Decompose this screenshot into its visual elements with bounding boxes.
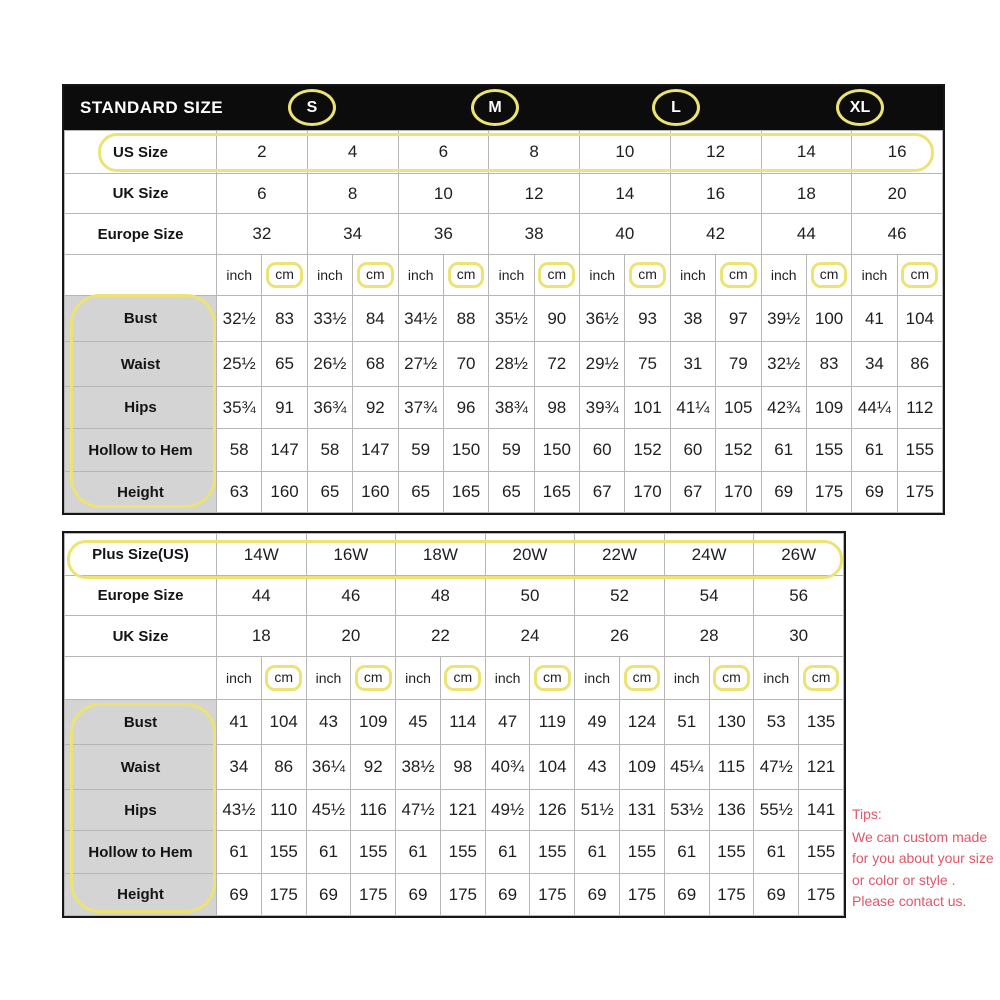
unit-cm-cell [534,255,579,296]
measure-value-cell: 119 [530,700,575,745]
measure-value-cell: 51 [664,700,709,745]
measure-value-cell: 150 [534,429,579,472]
measure-value-cell: 61 [761,429,806,472]
measure-value-cell: 40¾ [485,745,530,790]
cm-highlight-box: cm [448,262,485,287]
measure-value-cell: 114 [440,700,485,745]
unit-inch-cell: inch [852,255,897,296]
unit-cm-cell [261,657,306,700]
standard-size-header-bar [64,86,943,130]
size-badge-m [471,89,519,126]
size-value-cell: 2 [217,131,308,174]
measure-value-cell: 130 [709,700,754,745]
size-value-cell: 24 [485,616,575,657]
unit-cm-cell [443,255,488,296]
measure-value-cell: 69 [575,874,620,916]
measure-value-cell: 104 [530,745,575,790]
measure-value-cell: 31 [670,342,715,387]
measure-value-cell: 68 [353,342,398,387]
measure-value-cell: 61 [852,429,897,472]
size-value-cell: 46 [852,214,943,255]
measure-value-cell: 101 [625,387,670,429]
measure-value-cell: 34½ [398,296,443,342]
unit-cm-cell [625,255,670,296]
tips-line: Please contact us. [852,893,967,909]
row-label: UK Size [65,616,217,657]
measure-value-cell: 39¾ [580,387,625,429]
unit-cm-cell [440,657,485,700]
measure-value-cell: 160 [353,472,398,513]
measure-value-cell: 41 [852,296,897,342]
unit-inch-cell: inch [217,255,262,296]
measure-value-cell: 58 [217,429,262,472]
tips-line: for you about your size [852,850,994,866]
measure-value-cell: 141 [799,790,844,831]
measure-value-cell: 39½ [761,296,806,342]
row-label: UK Size [65,174,217,214]
size-badge-s [288,89,336,126]
measure-value-cell: 69 [664,874,709,916]
size-badge-xl-label: XL [849,98,871,116]
measure-value-cell: 175 [261,874,306,916]
measure-value-cell: 155 [806,429,851,472]
measure-value-cell: 47½ [754,745,799,790]
unit-row-label-empty [65,255,217,296]
measure-value-cell: 38¾ [489,387,534,429]
measure-value-cell: 110 [261,790,306,831]
measure-value-cell: 91 [262,387,307,429]
measure-value-cell: 36¾ [307,387,352,429]
measure-value-cell: 155 [709,831,754,874]
measure-value-cell: 33½ [307,296,352,342]
unit-cm-cell [353,255,398,296]
cm-highlight-box: cm [538,262,575,287]
measure-value-cell: 61 [754,831,799,874]
measure-value-cell: 43 [575,745,620,790]
measure-value-cell: 170 [625,472,670,513]
unit-cm-cell [716,255,761,296]
measure-value-cell: 152 [625,429,670,472]
measure-row-label: Waist [65,342,217,387]
measure-value-cell: 165 [443,472,488,513]
measure-value-cell: 93 [625,296,670,342]
measure-value-cell: 61 [664,831,709,874]
measure-value-cell: 98 [534,387,579,429]
size-badge-s-label: S [306,98,318,116]
measure-value-cell: 83 [262,296,307,342]
size-value-cell: 8 [489,131,580,174]
measure-value-cell: 83 [806,342,851,387]
cm-highlight-box: cm [534,665,571,690]
size-value-cell: 12 [670,131,761,174]
measure-value-cell: 79 [716,342,761,387]
measure-value-cell: 55½ [754,790,799,831]
measure-value-cell: 165 [534,472,579,513]
measure-row-label: Hollow to Hem [65,831,217,874]
row-label: US Size [65,131,217,174]
size-value-cell: 16 [852,131,943,174]
measure-value-cell: 65 [489,472,534,513]
measure-value-cell: 47½ [396,790,441,831]
measure-value-cell: 45 [396,700,441,745]
tips-title: Tips: [852,806,882,822]
measure-value-cell: 69 [485,874,530,916]
measure-value-cell: 155 [261,831,306,874]
size-value-cell: 20 [306,616,396,657]
measure-value-cell: 35½ [489,296,534,342]
tips-line: We can custom made [852,828,988,845]
measure-value-cell: 175 [897,472,942,513]
size-value-cell: 10 [580,131,671,174]
measure-value-cell: 155 [351,831,396,874]
size-value-cell: 32 [217,214,308,255]
size-value-cell: 16W [306,534,396,576]
measure-value-cell: 96 [443,387,488,429]
unit-inch-cell: inch [217,657,262,700]
measure-value-cell: 61 [396,831,441,874]
measure-value-cell: 109 [620,745,665,790]
measure-value-cell: 175 [799,874,844,916]
measure-value-cell: 41¼ [670,387,715,429]
measure-value-cell: 98 [440,745,485,790]
measure-value-cell: 69 [754,874,799,916]
standard-size-table [62,84,945,515]
measure-value-cell: 155 [530,831,575,874]
measure-value-cell: 104 [897,296,942,342]
measure-value-cell: 49½ [485,790,530,831]
measure-value-cell: 147 [262,429,307,472]
size-value-cell: 4 [307,131,398,174]
cm-highlight-box: cm [265,665,302,690]
size-value-cell: 6 [398,131,489,174]
size-value-cell: 22W [575,534,665,576]
cm-highlight-box: cm [901,262,938,287]
measure-value-cell: 124 [620,700,665,745]
size-value-cell: 16 [670,174,761,214]
measure-value-cell: 47 [485,700,530,745]
measure-row-label: Waist [65,745,217,790]
cm-highlight-box: cm [357,262,394,287]
measure-value-cell: 43½ [217,790,262,831]
measure-value-cell: 69 [761,472,806,513]
measure-value-cell: 84 [353,296,398,342]
measure-value-cell: 150 [443,429,488,472]
unit-cm-cell [709,657,754,700]
measure-row-label: Height [65,874,217,916]
unit-inch-cell: inch [754,657,799,700]
unit-row-label-empty [65,657,217,700]
measure-value-cell: 155 [799,831,844,874]
cm-highlight-box: cm [355,665,392,690]
unit-cm-cell [897,255,942,296]
measure-value-cell: 58 [307,429,352,472]
measure-value-cell: 72 [534,342,579,387]
measure-value-cell: 69 [306,874,351,916]
unit-inch-cell: inch [398,255,443,296]
measure-value-cell: 115 [709,745,754,790]
measure-value-cell: 43 [306,700,351,745]
measure-value-cell: 121 [799,745,844,790]
measure-value-cell: 109 [806,387,851,429]
measure-value-cell: 27½ [398,342,443,387]
size-value-cell: 26 [575,616,665,657]
plus-size-grid [64,533,844,916]
size-value-cell: 22 [396,616,486,657]
size-badge-xl [836,89,884,126]
size-value-cell: 14 [761,131,852,174]
measure-value-cell: 32½ [761,342,806,387]
measure-value-cell: 63 [217,472,262,513]
size-value-cell: 26W [754,534,844,576]
measure-value-cell: 104 [261,700,306,745]
unit-inch-cell: inch [670,255,715,296]
measure-value-cell: 160 [262,472,307,513]
measure-value-cell: 147 [353,429,398,472]
measure-value-cell: 136 [709,790,754,831]
size-value-cell: 18 [217,616,307,657]
size-value-cell: 44 [761,214,852,255]
measure-value-cell: 175 [530,874,575,916]
measure-value-cell: 28½ [489,342,534,387]
measure-value-cell: 175 [440,874,485,916]
size-value-cell: 36 [398,214,489,255]
measure-value-cell: 175 [351,874,396,916]
measure-value-cell: 109 [351,700,396,745]
row-label: Europe Size [65,576,217,616]
measure-value-cell: 36½ [580,296,625,342]
unit-inch-cell: inch [485,657,530,700]
tips-note [852,804,1000,913]
unit-inch-cell: inch [664,657,709,700]
unit-inch-cell: inch [307,255,352,296]
measure-value-cell: 38 [670,296,715,342]
size-value-cell: 42 [670,214,761,255]
unit-inch-cell: inch [489,255,534,296]
measure-value-cell: 100 [806,296,851,342]
unit-inch-cell: inch [575,657,620,700]
measure-value-cell: 35¾ [217,387,262,429]
row-label: Plus Size(US) [65,534,217,576]
measure-value-cell: 131 [620,790,665,831]
size-value-cell: 18 [761,174,852,214]
measure-value-cell: 86 [897,342,942,387]
measure-value-cell: 53 [754,700,799,745]
measure-value-cell: 65 [262,342,307,387]
measure-value-cell: 59 [489,429,534,472]
size-value-cell: 12 [489,174,580,214]
measure-value-cell: 116 [351,790,396,831]
row-label: Europe Size [65,214,217,255]
measure-value-cell: 105 [716,387,761,429]
standard-size-grid [64,130,943,513]
cm-highlight-box: cm [266,262,303,287]
unit-cm-cell [806,255,851,296]
tips-line: or color or style . [852,871,956,888]
cm-highlight-box: cm [811,262,848,287]
measure-value-cell: 88 [443,296,488,342]
measure-value-cell: 70 [443,342,488,387]
size-value-cell: 44 [217,576,307,616]
measure-value-cell: 34 [217,745,262,790]
size-value-cell: 50 [485,576,575,616]
measure-value-cell: 175 [620,874,665,916]
measure-value-cell: 42¾ [761,387,806,429]
measure-value-cell: 90 [534,296,579,342]
measure-value-cell: 36¼ [306,745,351,790]
measure-value-cell: 49 [575,700,620,745]
measure-row-label: Hips [65,387,217,429]
cm-highlight-box: cm [720,262,757,287]
unit-inch-cell: inch [396,657,441,700]
size-value-cell: 14 [580,174,671,214]
size-value-cell: 8 [307,174,398,214]
size-value-cell: 20 [852,174,943,214]
measure-value-cell: 45½ [306,790,351,831]
measure-value-cell: 112 [897,387,942,429]
standard-size-title: STANDARD SIZE [80,98,224,117]
unit-cm-cell [262,255,307,296]
size-value-cell: 18W [396,534,486,576]
measure-value-cell: 155 [440,831,485,874]
size-value-cell: 10 [398,174,489,214]
measure-value-cell: 86 [261,745,306,790]
measure-value-cell: 175 [709,874,754,916]
measure-value-cell: 92 [351,745,396,790]
unit-cm-cell [530,657,575,700]
measure-value-cell: 60 [580,429,625,472]
size-badge-m-label: M [488,98,502,116]
measure-value-cell: 67 [580,472,625,513]
measure-row-label: Bust [65,700,217,745]
measure-value-cell: 97 [716,296,761,342]
measure-value-cell: 152 [716,429,761,472]
measure-value-cell: 59 [398,429,443,472]
measure-value-cell: 61 [575,831,620,874]
measure-value-cell: 175 [806,472,851,513]
unit-cm-cell [799,657,844,700]
measure-value-cell: 67 [670,472,715,513]
measure-value-cell: 60 [670,429,715,472]
cm-highlight-box: cm [444,665,481,690]
cm-highlight-box: cm [629,262,666,287]
measure-value-cell: 126 [530,790,575,831]
measure-value-cell: 69 [396,874,441,916]
size-value-cell: 40 [580,214,671,255]
measure-value-cell: 135 [799,700,844,745]
measure-value-cell: 75 [625,342,670,387]
size-value-cell: 14W [217,534,307,576]
unit-inch-cell: inch [761,255,806,296]
size-value-cell: 48 [396,576,486,616]
measure-value-cell: 45¼ [664,745,709,790]
measure-value-cell: 44¼ [852,387,897,429]
measure-value-cell: 53½ [664,790,709,831]
measure-value-cell: 25½ [217,342,262,387]
measure-row-label: Height [65,472,217,513]
measure-value-cell: 92 [353,387,398,429]
measure-value-cell: 37¾ [398,387,443,429]
size-value-cell: 56 [754,576,844,616]
size-value-cell: 28 [664,616,754,657]
measure-value-cell: 41 [217,700,262,745]
measure-value-cell: 155 [620,831,665,874]
measure-value-cell: 26½ [307,342,352,387]
size-badge-l [652,89,700,126]
unit-inch-cell: inch [306,657,351,700]
measure-value-cell: 69 [217,874,262,916]
measure-value-cell: 155 [897,429,942,472]
measure-value-cell: 51½ [575,790,620,831]
size-value-cell: 38 [489,214,580,255]
measure-value-cell: 61 [485,831,530,874]
measure-value-cell: 61 [306,831,351,874]
cm-highlight-box: cm [803,665,840,690]
cm-highlight-box: cm [624,665,661,690]
size-value-cell: 6 [217,174,308,214]
measure-value-cell: 29½ [580,342,625,387]
unit-inch-cell: inch [580,255,625,296]
size-value-cell: 52 [575,576,665,616]
cm-highlight-box: cm [713,665,750,690]
size-value-cell: 34 [307,214,398,255]
plus-size-table [62,531,846,918]
measure-row-label: Hips [65,790,217,831]
measure-value-cell: 65 [307,472,352,513]
measure-value-cell: 38½ [396,745,441,790]
measure-value-cell: 34 [852,342,897,387]
size-value-cell: 46 [306,576,396,616]
size-value-cell: 24W [664,534,754,576]
unit-cm-cell [620,657,665,700]
measure-value-cell: 65 [398,472,443,513]
measure-value-cell: 170 [716,472,761,513]
size-badge-l-label: L [671,98,681,116]
size-value-cell: 54 [664,576,754,616]
size-value-cell: 30 [754,616,844,657]
unit-cm-cell [351,657,396,700]
measure-value-cell: 32½ [217,296,262,342]
measure-value-cell: 61 [217,831,262,874]
measure-row-label: Hollow to Hem [65,429,217,472]
measure-row-label: Bust [65,296,217,342]
measure-value-cell: 69 [852,472,897,513]
measure-value-cell: 121 [440,790,485,831]
size-value-cell: 20W [485,534,575,576]
